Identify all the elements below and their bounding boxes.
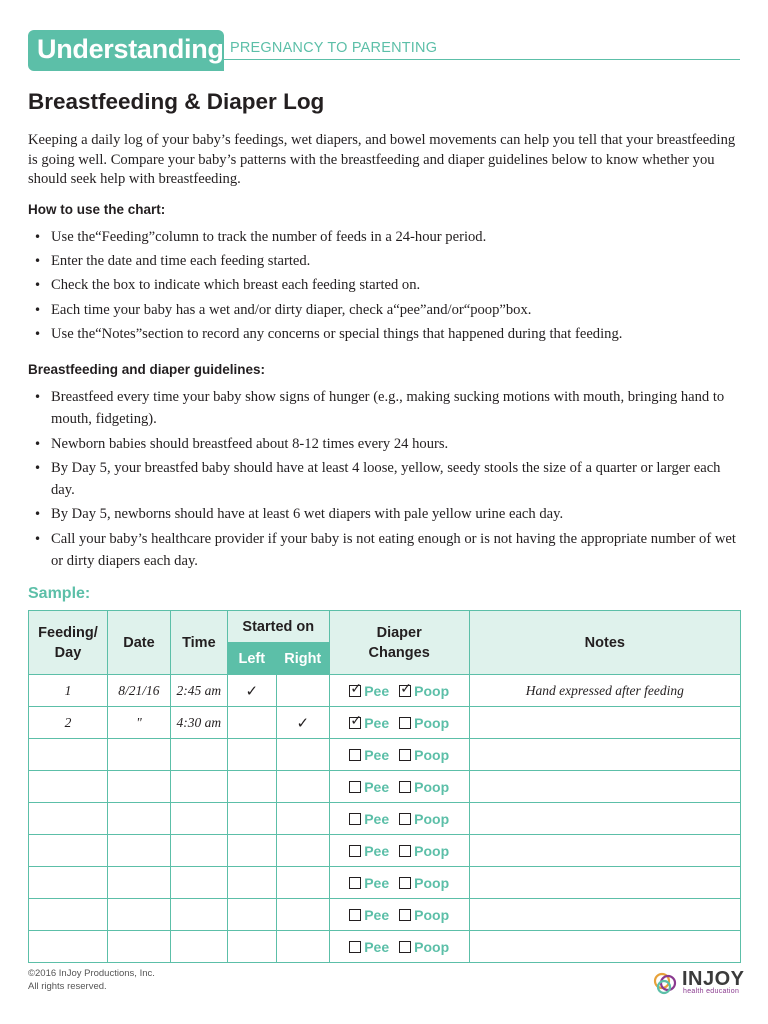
how-to-list — [34, 226, 740, 347]
table-row — [29, 931, 741, 963]
pee-checkbox-box[interactable] — [349, 749, 361, 761]
cell-left[interactable] — [227, 899, 276, 931]
brand-badge — [28, 30, 224, 71]
pee-checkbox-box[interactable] — [349, 909, 361, 921]
cell-feeding[interactable] — [29, 707, 108, 739]
pee-label: Pee — [364, 746, 390, 763]
cell-feeding-value: 2 — [64, 714, 72, 730]
how-to-heading: How to use the chart: — [28, 202, 166, 217]
cell-feeding[interactable] — [29, 739, 108, 771]
cell-date[interactable] — [107, 771, 170, 803]
intro-paragraph: Keeping a daily log of your baby’s feedings, wet diapers, and bowel movements can help you tell that your breastfeeding is going well. Compare your baby’s patterns with the breastfeeding and diaper guidelines below to know whether you should seek help with breastfeeding. — [28, 132, 736, 188]
cell-feeding[interactable] — [29, 899, 108, 931]
poop-checkbox-box[interactable] — [399, 781, 411, 793]
poop-checkbox[interactable] — [399, 939, 449, 955]
pee-checkbox-box[interactable] — [349, 717, 361, 729]
cell-notes[interactable] — [469, 867, 740, 899]
list-item: • Call your baby’s healthcare provider if your baby is not eating enough or is not having the appropriate number of wet or dirty diapers each day. — [34, 528, 740, 573]
pee-label: Pee — [364, 682, 390, 699]
rights-text: All rights reserved. — [28, 981, 107, 992]
cell-date[interactable] — [107, 707, 170, 739]
pee-checkbox-box[interactable] — [349, 845, 361, 857]
header-divider — [224, 59, 740, 60]
poop-checkbox-box[interactable] — [399, 717, 411, 729]
cell-right[interactable] — [276, 675, 329, 707]
pee-checkbox-box[interactable] — [349, 941, 361, 953]
cell-left[interactable] — [227, 707, 276, 739]
cell-left[interactable] — [227, 867, 276, 899]
poop-label: Poop — [414, 714, 450, 731]
pee-label: Pee — [364, 714, 390, 731]
table-row — [29, 835, 741, 867]
log-table — [28, 610, 741, 963]
pee-label: Pee — [364, 810, 390, 827]
cell-date-value: " — [136, 714, 142, 730]
cell-date[interactable] — [107, 739, 170, 771]
cell-time[interactable] — [170, 675, 227, 707]
poop-label: Poop — [414, 682, 450, 699]
cell-time[interactable] — [170, 771, 227, 803]
cell-right-value: ✓ — [296, 713, 310, 732]
poop-checkbox[interactable] — [399, 779, 449, 795]
logo-tagline: health education — [683, 988, 740, 995]
cell-left[interactable] — [227, 835, 276, 867]
cell-feeding-value: 1 — [64, 682, 72, 698]
cell-date[interactable] — [107, 931, 170, 963]
list-item: • By Day 5, your breastfed baby should have at least 4 loose, yellow, seedy stools the size of a quarter or larger each day. — [34, 457, 740, 502]
poop-label: Poop — [414, 746, 450, 763]
brand-title: Understanding — [37, 34, 224, 64]
cell-right[interactable] — [276, 803, 329, 835]
cell-right[interactable] — [276, 835, 329, 867]
cell-right[interactable] — [276, 931, 329, 963]
guidelines-list — [34, 386, 740, 574]
cell-time-value: 2:45 am — [176, 682, 222, 698]
pee-label: Pee — [364, 938, 390, 955]
cell-right[interactable] — [276, 771, 329, 803]
pee-checkbox[interactable] — [349, 907, 389, 923]
list-item: • Use the“Notes”section to record any concerns or special things that happened during that feeding. — [34, 323, 740, 345]
col-header-left: Left — [227, 643, 276, 675]
poop-checkbox-box[interactable] — [399, 909, 411, 921]
cell-time[interactable] — [170, 867, 227, 899]
cell-left[interactable] — [227, 739, 276, 771]
table-row — [29, 899, 741, 931]
cell-time[interactable] — [170, 899, 227, 931]
cell-notes-value: Hand expressed after feeding — [525, 682, 684, 698]
pee-label: Pee — [364, 874, 390, 891]
table-row — [29, 867, 741, 899]
table-row — [29, 707, 741, 739]
pee-checkbox-box[interactable] — [349, 813, 361, 825]
pee-checkbox-box[interactable] — [349, 685, 361, 697]
pee-checkbox[interactable] — [349, 715, 389, 731]
page-header — [28, 30, 740, 71]
pee-label: Pee — [364, 778, 390, 795]
pee-checkbox[interactable] — [349, 843, 389, 859]
cell-right[interactable] — [276, 707, 329, 739]
poop-checkbox[interactable] — [399, 715, 449, 731]
pee-checkbox[interactable] — [349, 779, 389, 795]
table-row — [29, 803, 741, 835]
col-header-feeding: Feeding/ Day — [29, 611, 108, 675]
cell-left[interactable] — [227, 931, 276, 963]
cell-diaper-changes — [329, 867, 469, 899]
pee-checkbox[interactable] — [349, 747, 389, 763]
cell-left[interactable] — [227, 771, 276, 803]
cell-feeding[interactable] — [29, 675, 108, 707]
pee-checkbox-box[interactable] — [349, 877, 361, 889]
brand-subtitle: PREGNANCY TO PARENTING — [230, 40, 438, 56]
cell-diaper-changes — [329, 899, 469, 931]
poop-checkbox-box[interactable] — [399, 749, 411, 761]
cell-time[interactable] — [170, 931, 227, 963]
cell-right[interactable] — [276, 867, 329, 899]
poop-label: Poop — [414, 906, 450, 923]
poop-checkbox[interactable] — [399, 907, 449, 923]
pee-checkbox[interactable] — [349, 875, 389, 891]
cell-time[interactable] — [170, 835, 227, 867]
logo-wordmark: INJOY — [682, 968, 745, 990]
poop-checkbox[interactable] — [399, 811, 449, 827]
cell-diaper-changes — [329, 771, 469, 803]
col-header-time: Time — [170, 611, 227, 675]
cell-diaper-changes — [329, 675, 469, 707]
guidelines-heading: Breastfeeding and diaper guidelines: — [28, 362, 266, 377]
list-item: • Each time your baby has a wet and/or dirty diaper, check a“pee”and/or“poop”box. — [34, 299, 740, 321]
cell-date-value: 8/21/16 — [118, 682, 160, 698]
cell-left[interactable] — [227, 675, 276, 707]
poop-label: Poop — [414, 778, 450, 795]
footer-copyright — [28, 967, 155, 993]
cell-notes[interactable] — [469, 899, 740, 931]
list-item: • Newborn babies should breastfeed about 8-12 times every 24 hours. — [34, 433, 740, 455]
page-title: Breastfeeding & Diaper Log — [28, 89, 325, 114]
col-header-right: Right — [276, 643, 329, 675]
copyright-text: ©2016 InJoy Productions, Inc. — [28, 968, 155, 979]
list-item: • Breastfeed every time your baby show signs of hunger (e.g., making sucking motions with mouth, bringing hand to mouth, fidgeting). — [34, 386, 740, 431]
table-row — [29, 771, 741, 803]
poop-checkbox-box[interactable] — [399, 877, 411, 889]
cell-notes[interactable] — [469, 931, 740, 963]
cell-notes[interactable] — [469, 707, 740, 739]
list-item: • Enter the date and time each feeding started. — [34, 250, 740, 272]
cell-date[interactable] — [107, 675, 170, 707]
cell-date[interactable] — [107, 803, 170, 835]
list-item: • By Day 5, newborns should have at least 6 wet diapers with pale yellow urine each day. — [34, 503, 740, 525]
cell-diaper-changes — [329, 835, 469, 867]
injoy-logo-icon — [652, 969, 680, 997]
poop-checkbox-box[interactable] — [399, 845, 411, 857]
col-header-diaper-changes: Diaper Changes — [329, 611, 469, 675]
table-row — [29, 675, 741, 707]
poop-checkbox[interactable] — [399, 747, 449, 763]
cell-diaper-changes — [329, 739, 469, 771]
cell-time[interactable] — [170, 803, 227, 835]
table-row — [29, 739, 741, 771]
poop-checkbox-box[interactable] — [399, 941, 411, 953]
cell-feeding[interactable] — [29, 931, 108, 963]
list-item: • Use the“Feeding”column to track the number of feeds in a 24-hour period. — [34, 226, 740, 248]
cell-date[interactable] — [107, 867, 170, 899]
col-header-started-on: Started on — [227, 611, 329, 643]
cell-date[interactable] — [107, 835, 170, 867]
poop-checkbox[interactable] — [399, 683, 449, 699]
pee-label: Pee — [364, 842, 390, 859]
pee-checkbox[interactable] — [349, 811, 389, 827]
poop-checkbox-box[interactable] — [399, 685, 411, 697]
cell-feeding[interactable] — [29, 771, 108, 803]
poop-label: Poop — [414, 842, 450, 859]
cell-feeding[interactable] — [29, 803, 108, 835]
cell-diaper-changes — [329, 931, 469, 963]
cell-left-value: ✓ — [245, 681, 259, 700]
sample-label: Sample: — [28, 585, 91, 602]
pee-checkbox[interactable] — [349, 683, 389, 699]
poop-checkbox[interactable] — [399, 843, 449, 859]
poop-label: Poop — [414, 874, 450, 891]
cell-right[interactable] — [276, 739, 329, 771]
cell-diaper-changes — [329, 803, 469, 835]
poop-label: Poop — [414, 938, 450, 955]
pee-checkbox[interactable] — [349, 939, 389, 955]
cell-notes[interactable] — [469, 771, 740, 803]
cell-time[interactable] — [170, 739, 227, 771]
cell-notes[interactable] — [469, 803, 740, 835]
pee-label: Pee — [364, 906, 390, 923]
cell-time-value: 4:30 am — [176, 714, 222, 730]
cell-notes[interactable] — [469, 835, 740, 867]
col-header-notes: Notes — [469, 611, 740, 675]
cell-date[interactable] — [107, 899, 170, 931]
poop-checkbox-box[interactable] — [399, 813, 411, 825]
cell-time[interactable] — [170, 707, 227, 739]
cell-notes[interactable] — [469, 739, 740, 771]
col-header-date: Date — [107, 611, 170, 675]
cell-diaper-changes — [329, 707, 469, 739]
injoy-logo — [652, 968, 745, 998]
cell-notes[interactable] — [469, 675, 740, 707]
cell-right[interactable] — [276, 899, 329, 931]
cell-left[interactable] — [227, 803, 276, 835]
list-item: • Check the box to indicate which breast each feeding started on. — [34, 274, 740, 296]
poop-label: Poop — [414, 810, 450, 827]
cell-feeding[interactable] — [29, 867, 108, 899]
cell-feeding[interactable] — [29, 835, 108, 867]
pee-checkbox-box[interactable] — [349, 781, 361, 793]
poop-checkbox[interactable] — [399, 875, 449, 891]
